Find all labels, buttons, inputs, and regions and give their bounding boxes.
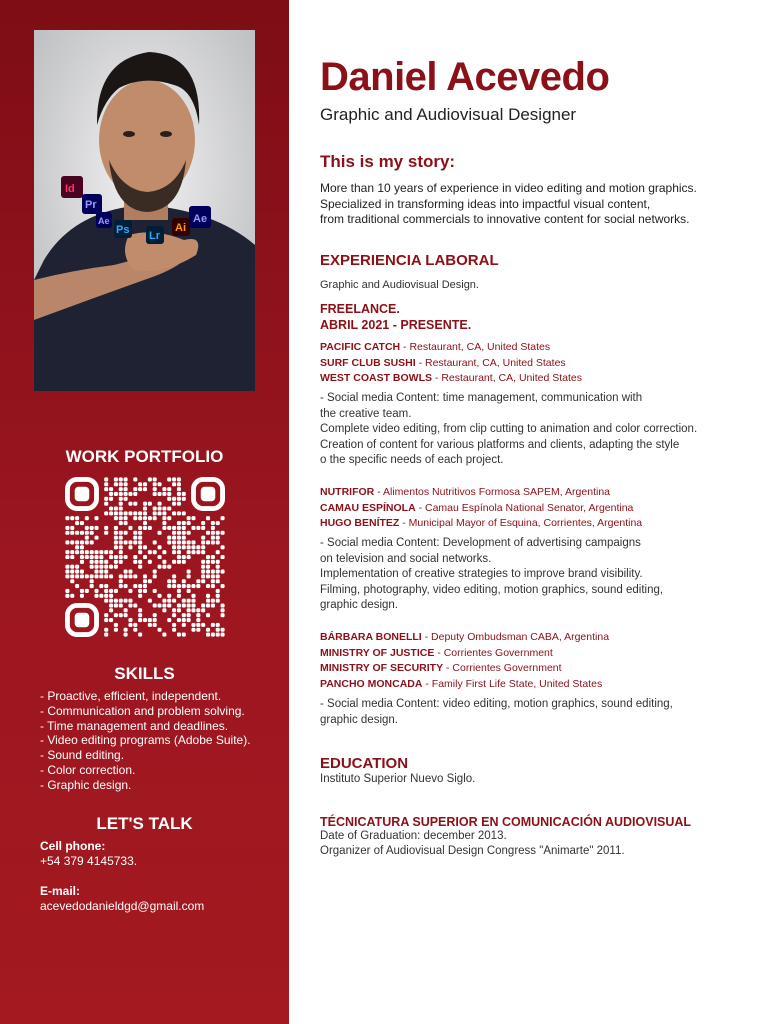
skill-item: - Time management and deadlines.: [40, 718, 229, 733]
svg-text:Id: Id: [65, 183, 75, 195]
skill-item: - Sound editing.: [40, 748, 125, 763]
client-item: HUGO BENÍTEZ - Municipal Mayor of Esquina, Corrientes, Argentina: [320, 517, 643, 530]
education-institution: Instituto Superior Nuevo Siglo.: [320, 773, 476, 785]
description-line: - Social media Content: Development of advertising campaigns: [320, 537, 641, 549]
client-item: WEST COAST BOWLS - Restaurant, CA, United States: [320, 372, 582, 385]
job-title: FREELANCE.: [320, 302, 400, 316]
client-item: PANCHO MONCADA - Family First Life State, United States: [320, 677, 603, 690]
job-description: [320, 391, 697, 469]
description-line: graphic design.: [320, 713, 398, 726]
skill-item: - Communication and problem solving.: [40, 703, 245, 718]
description-line: o the specific needs of each project.: [320, 454, 504, 467]
job-description: [320, 697, 673, 728]
client-item: MINISTRY OF SECURITY - Corrientes Government: [320, 662, 562, 675]
story-line: Specialized in transforming ideas into impactful visual content,: [320, 196, 651, 211]
person-name: Daniel Acevedo: [320, 55, 610, 99]
svg-text:Ae: Ae: [193, 213, 208, 225]
job-period: ABRIL 2021 - PRESENTE.: [320, 318, 472, 332]
phone-value[interactable]: +54 379 4145733.: [40, 853, 138, 868]
description-line: Complete video editing, from clip cutting to animation and color correction.: [320, 423, 698, 436]
skill-item: - Video editing programs (Adobe Suite).: [40, 733, 251, 748]
email-value[interactable]: acevedodanieldgd@gmail.com: [40, 898, 205, 913]
portfolio-qr-code[interactable]: [65, 476, 225, 638]
person-role: Graphic and Audiovisual Designer: [320, 105, 577, 124]
skill-item: - Color correction.: [40, 762, 136, 777]
skill-item: - Graphic design.: [40, 777, 132, 792]
description-line: Implementation of creative strategies to improve brand visibility.: [320, 568, 643, 581]
description-line: the creative team.: [320, 407, 412, 420]
svg-text:Ae: Ae: [98, 216, 110, 226]
description-line: - Social media Content: time management, communication with: [320, 392, 643, 404]
client-list: [320, 630, 609, 692]
phone-block: [40, 839, 137, 868]
client-list: [320, 340, 582, 387]
skills-list: [40, 689, 251, 793]
email-block: [40, 884, 204, 913]
svg-text:Ai: Ai: [175, 222, 186, 234]
profile-photo: [34, 30, 255, 391]
description-line: Creation of content for various platforms and clients, adapting the style: [320, 438, 680, 451]
client-item: NUTRIFOR - Alimentos Nutritivos Formosa SAPEM, Argentina: [320, 486, 611, 498]
client-item: BÁRBARA BONELLI - Deputy Ombudsman CABA, Argentina: [320, 631, 610, 643]
description-line: - Social media Content: video editing, motion graphics, sound editing,: [320, 698, 673, 710]
description-line: graphic design.: [320, 599, 398, 612]
client-item: MINISTRY OF JUSTICE - Corrientes Government: [320, 646, 553, 659]
education-extra: Organizer of Audiovisual Design Congress "Animarte" 2011.: [320, 844, 625, 857]
education-degree: TÉCNICATURA SUPERIOR EN COMUNICACIÓN AUDIOVISUAL: [320, 815, 692, 829]
svg-text:Pr: Pr: [85, 199, 97, 211]
client-list: [320, 485, 642, 532]
client-item: CAMAU ESPÍNOLA - Camau Espínola National Senator, Argentina: [320, 501, 634, 514]
client-item: SURF CLUB SUSHI - Restaurant, CA, United States: [320, 356, 566, 369]
svg-text:Ps: Ps: [116, 224, 130, 236]
email-label: E-mail:: [40, 884, 81, 898]
job-description: [320, 536, 663, 614]
skills-heading: SKILLS: [114, 664, 175, 683]
client-item: PACIFIC CATCH - Restaurant, CA, United States: [320, 341, 551, 353]
education-heading: EDUCATION: [320, 755, 409, 772]
job-block: [320, 301, 471, 333]
story-line: More than 10 years of experience in video editing and motion graphics.: [320, 181, 697, 195]
portfolio-heading: WORK PORTFOLIO: [65, 447, 224, 466]
skill-item: - Proactive, efficient, independent.: [40, 689, 222, 703]
story-text: [320, 181, 697, 228]
graduation-date: Date of Graduation: december 2013.: [320, 830, 507, 842]
story-heading: This is my story:: [320, 152, 456, 171]
education-details: [320, 829, 625, 858]
svg-text:Lr: Lr: [149, 230, 160, 242]
experience-subtitle: Graphic and Audiovisual Design.: [320, 279, 479, 291]
story-line: from traditional commercials to innovative content for social networks.: [320, 212, 690, 227]
talk-heading: LET'S TALK: [96, 814, 193, 833]
description-line: on television and social networks.: [320, 552, 492, 565]
description-line: Filming, photography, video editing, motion graphics, sound editing,: [320, 583, 664, 596]
phone-label: Cell phone:: [40, 839, 106, 853]
experience-heading: EXPERIENCIA LABORAL: [320, 252, 499, 269]
